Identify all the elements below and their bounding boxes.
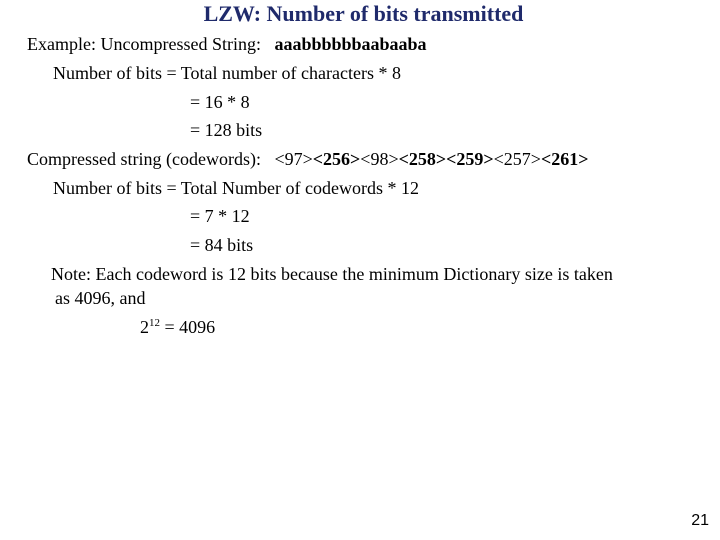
uncompressed-result: = 128 bits	[190, 120, 263, 140]
power-result: = 4096	[160, 317, 216, 337]
slide-title: LZW: Number of bits transmitted	[203, 1, 524, 26]
note-line-2: as 4096, and	[55, 288, 146, 308]
example-label: Example: Uncompressed String:	[27, 34, 261, 54]
note-line-1: Note: Each codeword is 12 bits because the minimum Dictionary size is taken	[51, 264, 613, 284]
compressed-line	[27, 148, 588, 170]
power-exponent: 12	[149, 317, 160, 329]
power-base: 2	[140, 317, 149, 337]
codeword: <258>	[398, 149, 447, 169]
compressed-result: = 84 bits	[190, 235, 254, 255]
codeword: <259>	[446, 149, 494, 169]
codeword: <97>	[274, 149, 313, 169]
uncompressed-step: = 16 * 8	[190, 92, 250, 112]
uncompressed-string: aaabbbbbbaabaaba	[274, 34, 427, 54]
codeword-list	[274, 149, 588, 169]
codeword: <257>	[493, 149, 541, 169]
codeword: <256>	[312, 149, 361, 169]
power-equation	[140, 316, 215, 338]
compressed-step: = 7 * 12	[190, 206, 250, 226]
uncompressed-formula: Number of bits = Total number of characters * 8	[53, 63, 401, 83]
page-number: 21	[691, 512, 709, 529]
codeword: <261>	[540, 149, 589, 169]
compressed-formula: Number of bits = Total Number of codewords * 12	[53, 178, 419, 198]
codeword: <98>	[360, 149, 399, 169]
compressed-label: Compressed string (codewords):	[27, 149, 261, 169]
example-line	[27, 33, 427, 55]
